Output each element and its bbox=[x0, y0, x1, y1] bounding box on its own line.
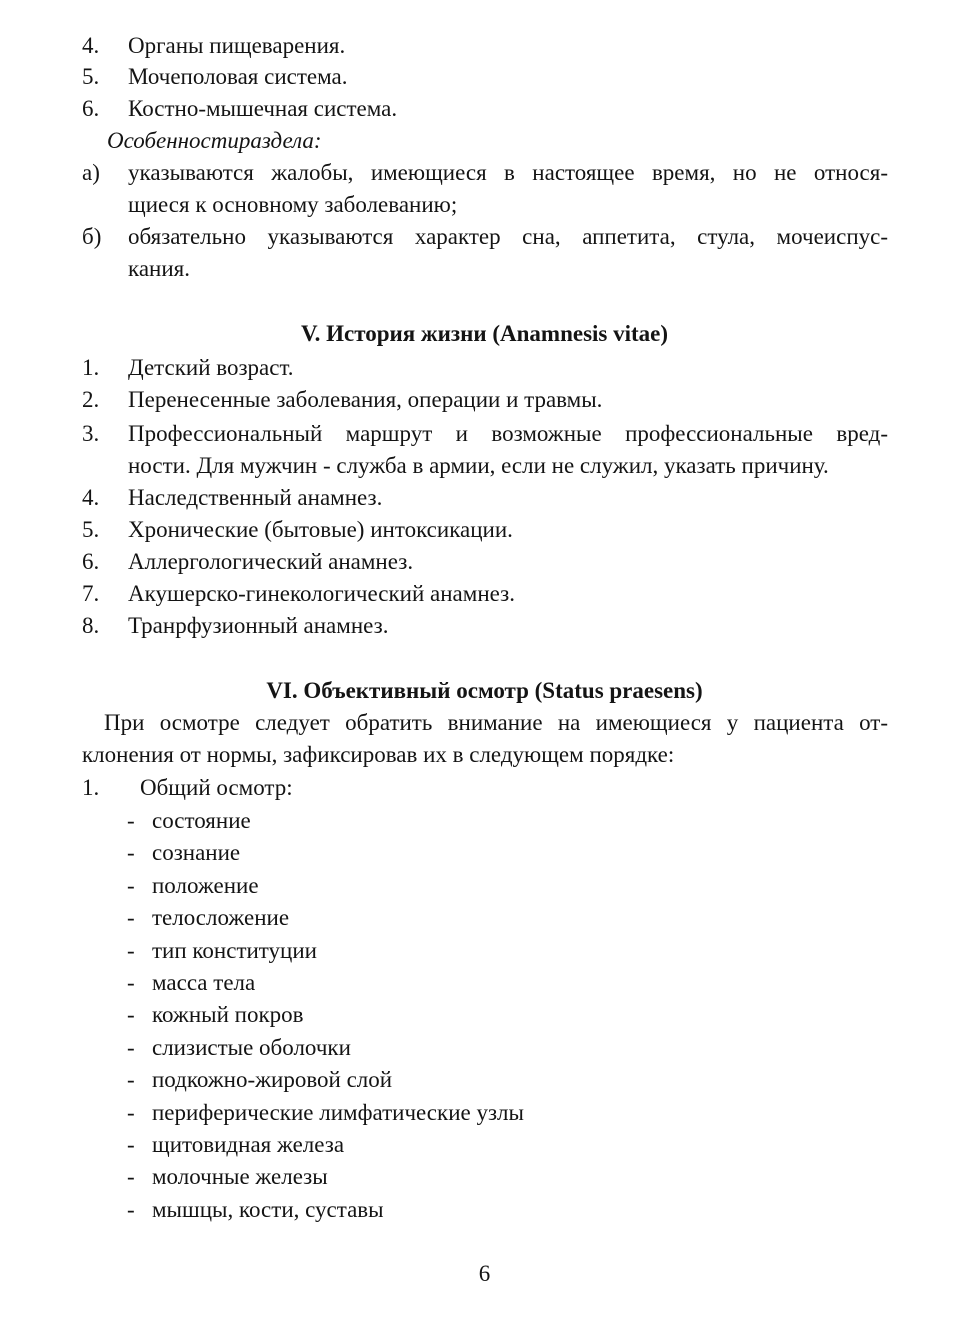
page-number: 6 bbox=[478, 1261, 491, 1286]
sublist-text: сознание bbox=[152, 840, 241, 866]
list-text: Хронические (бытовые) интоксикации. bbox=[128, 517, 513, 542]
feature-text-line2: щиеся к основному заболеванию; bbox=[128, 192, 458, 217]
sublist-text: телосложение bbox=[152, 905, 290, 931]
sublist-dash: - bbox=[127, 1164, 135, 1190]
list-text: Перенесенные заболевания, операции и травмы. bbox=[128, 387, 603, 412]
general-exam-label: Общий осмотр: bbox=[140, 775, 293, 800]
list-text-line1: Профессиональный маршрут и возможные профессиональные вред- bbox=[128, 421, 888, 446]
feature-marker: б) bbox=[82, 224, 102, 249]
section-vi-title: VI. Объективный осмотр (Status praesens) bbox=[266, 678, 703, 703]
sublist-text: кожный покров bbox=[152, 1002, 304, 1028]
sublist-dash: - bbox=[127, 970, 135, 995]
list-number: 3. bbox=[82, 421, 100, 446]
feature-marker: а) bbox=[82, 160, 100, 185]
sublist-dash: - bbox=[127, 937, 135, 963]
sublist-dash: - bbox=[127, 1196, 135, 1222]
sublist-text: молочные железы bbox=[152, 1164, 328, 1190]
sublist-dash: - bbox=[127, 1067, 135, 1093]
sublist-text: щитовидная железа bbox=[152, 1132, 345, 1157]
list-text-line2: ности. Для мужчин - служба в армии, если не служил, указать причину. bbox=[128, 453, 829, 478]
list-number: 1. bbox=[82, 775, 100, 800]
sublist-dash: - bbox=[127, 872, 135, 898]
feature-text-line2: кания. bbox=[128, 256, 190, 281]
list-number: 6. bbox=[82, 96, 100, 121]
list-text: Наследственный анамнез. bbox=[128, 485, 383, 510]
intro-text-line2: клонения от нормы, зафиксировав их в следующем порядке: bbox=[82, 742, 675, 767]
list-number: 5. bbox=[82, 517, 100, 542]
list-text: Акушерско-гинекологический анамнез. bbox=[128, 581, 515, 606]
list-number: 6. bbox=[82, 549, 100, 574]
sublist-dash: - bbox=[127, 1132, 135, 1157]
list-number: 8. bbox=[82, 613, 100, 638]
list-number: 4. bbox=[82, 33, 100, 58]
intro-text-line1: При осмотре следует обратить внимание на имеющиеся у пациента от- bbox=[104, 710, 888, 735]
list-number: 1. bbox=[82, 355, 100, 380]
feature-text-line1: указываются жалобы, имеющиеся в настоящее время, но не относя- bbox=[128, 160, 888, 185]
list-text: Детский возраст. bbox=[128, 355, 294, 380]
sublist-text: положение bbox=[152, 872, 259, 898]
sublist-text: масса тела bbox=[152, 970, 256, 995]
sublist-text: состояние bbox=[152, 808, 251, 833]
section-v-title: V. История жизни (Anamnesis vitae) bbox=[300, 321, 669, 346]
sublist-text: слизистые оболочки bbox=[152, 1034, 351, 1060]
sublist-text: мышцы, кости, суставы bbox=[152, 1196, 384, 1222]
list-number: 5. bbox=[82, 64, 100, 89]
sublist-dash: - bbox=[127, 905, 135, 931]
feature-text-line1: обязательно указываются характер сна, аппетита, стула, мочеиспус- bbox=[128, 224, 888, 249]
list-text: Мочеполовая система. bbox=[128, 64, 348, 89]
list-text: Транрфузионный анамнез. bbox=[128, 613, 389, 638]
sublist-dash: - bbox=[127, 1002, 135, 1028]
list-number: 7. bbox=[82, 581, 100, 606]
list-text: Органы пищеварения. bbox=[128, 33, 346, 58]
sublist-dash: - bbox=[127, 808, 135, 833]
sublist-dash: - bbox=[127, 1034, 135, 1060]
sublist-dash: - bbox=[127, 840, 135, 866]
sublist-dash: - bbox=[127, 1099, 135, 1125]
list-text: Костно-мышечная система. bbox=[128, 96, 398, 121]
sublist-text: тип конституции bbox=[152, 937, 317, 963]
sublist-text: периферические лимфатические узлы bbox=[152, 1099, 524, 1125]
list-number: 4. bbox=[82, 485, 100, 510]
list-text: Аллергологический анамнез. bbox=[128, 549, 414, 574]
features-label-text: Особенностираздела: bbox=[107, 128, 322, 153]
sublist-text: подкожно-жировой слой bbox=[152, 1067, 393, 1093]
list-number: 2. bbox=[82, 387, 100, 412]
